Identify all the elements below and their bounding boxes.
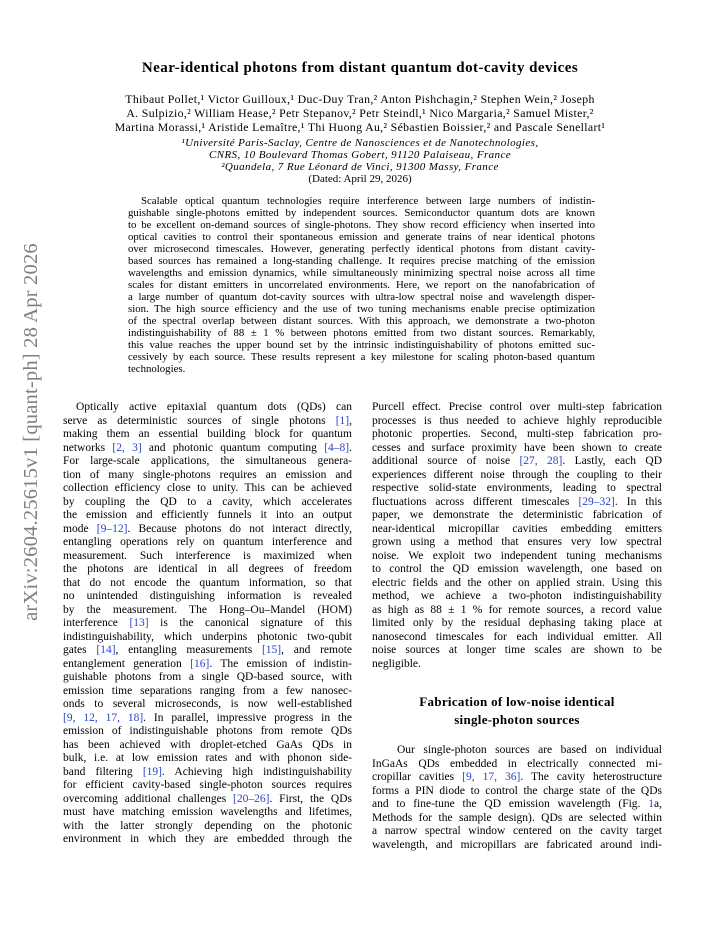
- body-line: paper, we demonstrate the deterministic fabrication of: [372, 509, 662, 522]
- body-line: serve as deterministic sources of single photons [1],: [63, 414, 352, 427]
- citation-link[interactable]: [1]: [335, 414, 350, 427]
- body-line: [9, 12, 17, 18]. In parallel, impressive progress in the: [63, 711, 352, 724]
- paper-title: Near-identical photons from distant quantum dot-cavity devices: [141, 60, 579, 76]
- body-line: forms a PIN diode to control the charge state of the QDs: [372, 784, 662, 797]
- body-line: grown using a method that ensures very low spectral: [372, 536, 662, 549]
- citation-link[interactable]: [14]: [96, 644, 116, 657]
- body-line: interference [13] is the canonical signature of this: [63, 617, 352, 630]
- affiliation-line: ²Quandela, 7 Rue Léonard de Vinci, 91300 Massy, France: [221, 161, 499, 173]
- abstract-line: guishable single-photons emitted by independent sources. Semiconductor quantum dots are known: [128, 207, 595, 219]
- body-line: nanosecond timescales for each individual emitter. All: [372, 630, 662, 643]
- body-line: band filtering [19]. Achieving high indistinguishability: [63, 765, 352, 778]
- right-column: [372, 401, 662, 671]
- citation-link[interactable]: 1: [648, 798, 655, 811]
- body-line: photonic properties. Second, multi-step fabrication pro-: [372, 428, 662, 441]
- citation-link[interactable]: [9–12]: [96, 522, 128, 535]
- affiliation-line: ¹Université Paris-Saclay, Centre de Nanosciences et de Nanotechnologies,: [181, 137, 539, 149]
- body-line: cesses and surface proximity have been shown to create: [372, 441, 662, 454]
- citation-link[interactable]: [2, 3]: [112, 441, 142, 454]
- body-line: emission of indistinguishable photons from remote QDs: [63, 725, 352, 738]
- body-line: as high as 88 ± 1 % for remote sources, a record value: [372, 603, 662, 616]
- body-line: Methods for the sample design). QDs are selected within: [372, 811, 662, 824]
- body-line: no unintended distinguishing information is revealed: [63, 590, 352, 603]
- abstract-line: a large number of quantum dot-cavity sources with ultra-low spectral noise and wavelength disper-: [128, 291, 595, 303]
- citation-link[interactable]: [15]: [261, 644, 282, 657]
- body-line: to control the QD emission wavelength, one based on: [372, 563, 662, 576]
- body-line: bulk, i.e. at low emission rates and with phonon side-: [63, 752, 352, 765]
- citation-link[interactable]: [29–32]: [578, 495, 615, 508]
- abstract-line: indistinguishability of 88 ± 1 % between photons emitted from two distant sources. Remarkably,: [128, 327, 595, 339]
- abstract-line: cessively by each source. These results represent a key milestone for scaling photon-based quantum: [128, 351, 595, 363]
- date-line: (Dated: April 29, 2026): [308, 173, 412, 185]
- body-line: near-identical micropillar cavities embedding emitters: [372, 522, 662, 535]
- body-line: has been achieved with droplet-etched GaAs QDs in: [63, 738, 352, 751]
- body-line: respective solid-state environments, leading to spectral: [372, 482, 662, 495]
- body-line: the emission and efficiently funnels it into an output: [63, 509, 352, 522]
- body-line: with the latter strongly depending on the photonic: [63, 819, 352, 832]
- citation-link[interactable]: [9, 12, 17, 18]: [63, 711, 144, 724]
- body-line: must have matching emission wavelengths and lifetimes,: [63, 806, 352, 819]
- body-line: by coupling the QD to a cavity, which accelerates: [63, 495, 352, 508]
- body-line: Purcell effect. Precise control over multi-step fabrication: [372, 401, 662, 414]
- body-line: by the measurement. The Hong–Ou–Mandel (HOM): [63, 603, 352, 616]
- body-line: overcoming additional challenges [20–26]. First, the QDs: [63, 792, 352, 805]
- body-line: the photons are identical in all degrees of freedom: [63, 563, 352, 576]
- abstract-line: scales for distant emitters in uncorrelated environments. Here, we report on the nanofabrication of: [128, 279, 595, 291]
- body-line: gates [14], entangling measurements [15], and remote: [63, 644, 352, 657]
- abstract-line: optical cavities to control their spontaneous emission and generate trains of near identical photons: [128, 231, 595, 243]
- affiliation-line: CNRS, 10 Boulevard Thomas Gobert, 91120 Palaiseau, France: [208, 149, 512, 161]
- abstract: [128, 195, 595, 375]
- body-line: limited only by the residual dephasing taking place at: [372, 617, 662, 630]
- abstract-line: technologies.: [128, 363, 186, 375]
- abstract-line: sion. The high source efficiency and the use of two tuning mechanisms enable precise optimization: [128, 303, 595, 315]
- body-line: measurement. Such interference is maximized when: [63, 549, 352, 562]
- citation-link[interactable]: [13]: [129, 617, 149, 630]
- body-line: additional source of noise [27, 28]. Lastly, each QD: [372, 455, 663, 468]
- body-line: environment in which they are embedded through the: [63, 833, 352, 846]
- body-line: onds to several microseconds, is now well-established: [63, 698, 352, 711]
- body-line: collection efficiency close to unity. This can be achieved: [63, 482, 352, 495]
- abstract-line: over microsecond timescales. However, generating perfectly identical photons from distant cavity-: [128, 243, 595, 255]
- arxiv-identifier-stamp: arXiv:2604.25615v1 [quant-ph] 28 Apr 2026: [19, 243, 42, 621]
- section-heading-line: single-photon sources: [454, 712, 580, 727]
- body-line: negligible.: [372, 657, 421, 670]
- abstract-line: based sources has remained a long-standing challenge. It requires precise matching of the emission: [128, 255, 595, 267]
- body-line: noise sources at longer time scales are shown to be: [372, 644, 662, 657]
- author-line: Thibaut Pollet,¹ Victor Guilloux,¹ Duc-Duy Tran,² Anton Pishchagin,² Stephen Wein,² Joseph: [125, 92, 595, 106]
- body-line: and to fine-tune the QD emission wavelength (Fig. 1a,: [372, 798, 662, 811]
- left-column: [63, 401, 352, 847]
- citation-link[interactable]: [27, 28]: [519, 455, 563, 468]
- abstract-line: this value reaches the upper bound set by the intrinsic indistinguishability of photons emitted suc-: [128, 339, 595, 351]
- body-line: tion of many single-photons requires an emission and: [63, 468, 352, 481]
- citation-link[interactable]: [20–26]: [233, 792, 270, 805]
- body-line: Our single-photon sources are based on individual: [397, 744, 662, 757]
- body-line: electric fields and the other on applied strain. Using this: [372, 576, 662, 589]
- author-list: [0, 92, 720, 134]
- body-line: For large-scale applications, the simultaneous genera-: [63, 455, 352, 468]
- body-line: mode [9–12]. Because photons do not interact directly,: [63, 522, 352, 535]
- body-line: for efficient cavity-based single-photon sources requires: [63, 779, 352, 792]
- body-line: that do not encode the quantum information, so that: [63, 576, 352, 589]
- section-heading: [372, 693, 662, 729]
- body-line: InGaAs QDs embedded in electrically connected mi-: [372, 757, 662, 770]
- citation-link[interactable]: [19]: [142, 765, 162, 778]
- body-line: entanglement generation [16]. The emission of indistin-: [63, 657, 353, 670]
- body-line: noise. We exploit two independent tuning mechanisms: [372, 549, 662, 562]
- body-line: making them an essential building block for quantum: [63, 428, 352, 441]
- abstract-line: to be excellent on-demand sources of single-photons. They show record efficiency when inserted into: [128, 219, 595, 231]
- affiliations: [0, 137, 720, 185]
- section-heading-line: Fabrication of low-noise identical: [419, 694, 615, 709]
- body-line: processes is thus needed to achieve highly reproducible: [372, 414, 662, 427]
- citation-link[interactable]: [4–8]: [324, 441, 350, 454]
- citation-link[interactable]: [9, 17, 36]: [462, 771, 521, 784]
- body-line: networks [2, 3] and photonic quantum computing [4–8].: [63, 441, 352, 454]
- abstract-line: Scalable optical quantum technologies require interference between large numbers of indistin-: [141, 195, 595, 207]
- body-line: guishable photons from a single QD-based source, with: [63, 671, 352, 684]
- body-line: method, we achieve a two-photon indistinguishability: [372, 590, 662, 603]
- section-body: [372, 744, 662, 852]
- citation-link[interactable]: [16]: [190, 657, 210, 670]
- author-line: A. Sulpizio,² William Hease,² Petr Stepanov,² Petr Steindl,¹ Nico Margaria,² Samuel Mister,²: [126, 106, 594, 120]
- abstract-line: wavelengths and emission dynamics, while simultaneously minimizing spectral noise across all time: [128, 267, 595, 279]
- body-line: experiences different noise through the coupling to their: [372, 468, 662, 481]
- body-line: indistinguishability, which underpins photonic two-qubit: [63, 630, 352, 643]
- body-line: wavelength, and micropillars are fabricated around indi-: [372, 838, 662, 851]
- body-line: a narrow spectral window centered on the cavity target: [372, 825, 662, 838]
- abstract-line: of the spectral overlap between distant sources. With this approach, we demonstrate a two-photon: [128, 315, 595, 327]
- body-line: entangling operations rely on quantum interference and: [63, 536, 352, 549]
- body-line: fluctuations across different timescales [29–32]. In this: [372, 495, 662, 508]
- body-line: Optically active epitaxial quantum dots (QDs) can: [76, 401, 352, 414]
- body-line: emission time separations ranging from a few nanosec-: [63, 684, 352, 697]
- body-line: cropillar cavities [9, 17, 36]. The cavity heterostructure: [372, 771, 662, 784]
- author-line: Martina Morassi,¹ Aristide Lemaître,¹ Thi Huong Au,² Sébastien Boissier,² and Pascale Senellart¹: [114, 120, 606, 134]
